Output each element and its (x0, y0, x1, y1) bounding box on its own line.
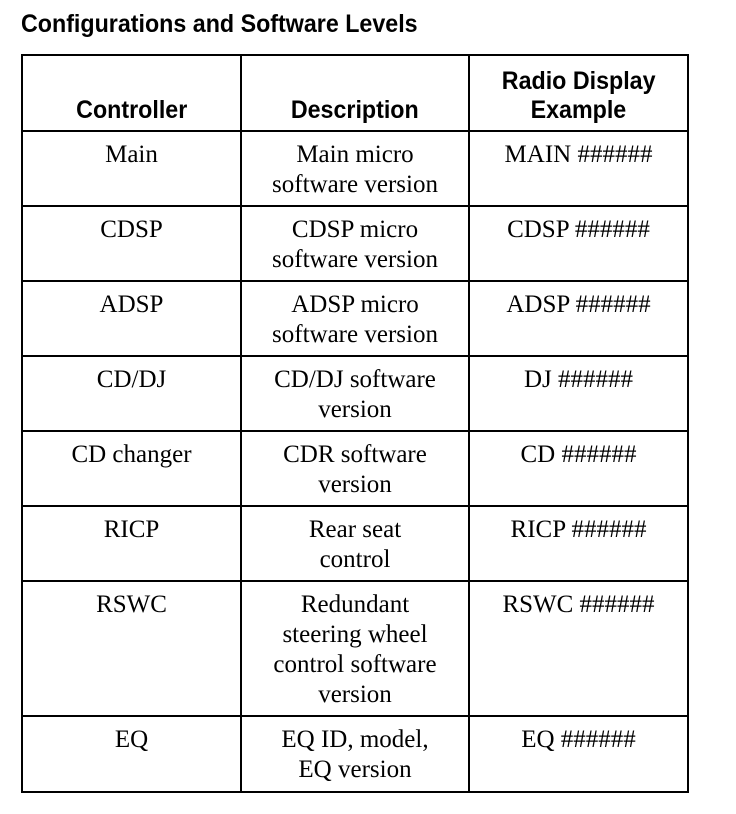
controller-cell: CD changer (22, 431, 241, 506)
controller-cell: RICP (22, 506, 241, 581)
example-cell: RSWC ###### (469, 581, 688, 716)
header-controller: Controller (22, 55, 241, 131)
table-row (22, 281, 688, 356)
description-cell: CDSP micro software version (241, 206, 469, 281)
example-cell: DJ ###### (469, 356, 688, 431)
page-title: Configurations and Software Levels (21, 10, 418, 38)
table-row (22, 356, 688, 431)
table-row (22, 431, 688, 506)
table-header-row (22, 55, 688, 131)
header-radio-display-example: Radio Display Example (469, 55, 688, 131)
controller-cell: EQ (22, 716, 241, 792)
example-cell: ADSP ###### (469, 281, 688, 356)
controller-cell: ADSP (22, 281, 241, 356)
example-cell: RICP ###### (469, 506, 688, 581)
configurations-table (21, 54, 689, 793)
description-cell: CDR software version (241, 431, 469, 506)
controller-cell: CD/DJ (22, 356, 241, 431)
example-cell: CD ###### (469, 431, 688, 506)
controller-cell: CDSP (22, 206, 241, 281)
description-cell: Rear seat control (241, 506, 469, 581)
table-row (22, 716, 688, 792)
description-cell: EQ ID, model, EQ version (241, 716, 469, 792)
description-cell: Main micro software version (241, 131, 469, 206)
description-cell: CD/DJ software version (241, 356, 469, 431)
example-cell: EQ ###### (469, 716, 688, 792)
controller-cell: RSWC (22, 581, 241, 716)
header-description: Description (241, 55, 469, 131)
controller-cell: Main (22, 131, 241, 206)
table-row (22, 206, 688, 281)
table-row (22, 581, 688, 716)
table-row (22, 506, 688, 581)
example-cell: MAIN ###### (469, 131, 688, 206)
table-row (22, 131, 688, 206)
description-cell: Redundant steering wheel control software version (241, 581, 469, 716)
example-cell: CDSP ###### (469, 206, 688, 281)
description-cell: ADSP micro software version (241, 281, 469, 356)
